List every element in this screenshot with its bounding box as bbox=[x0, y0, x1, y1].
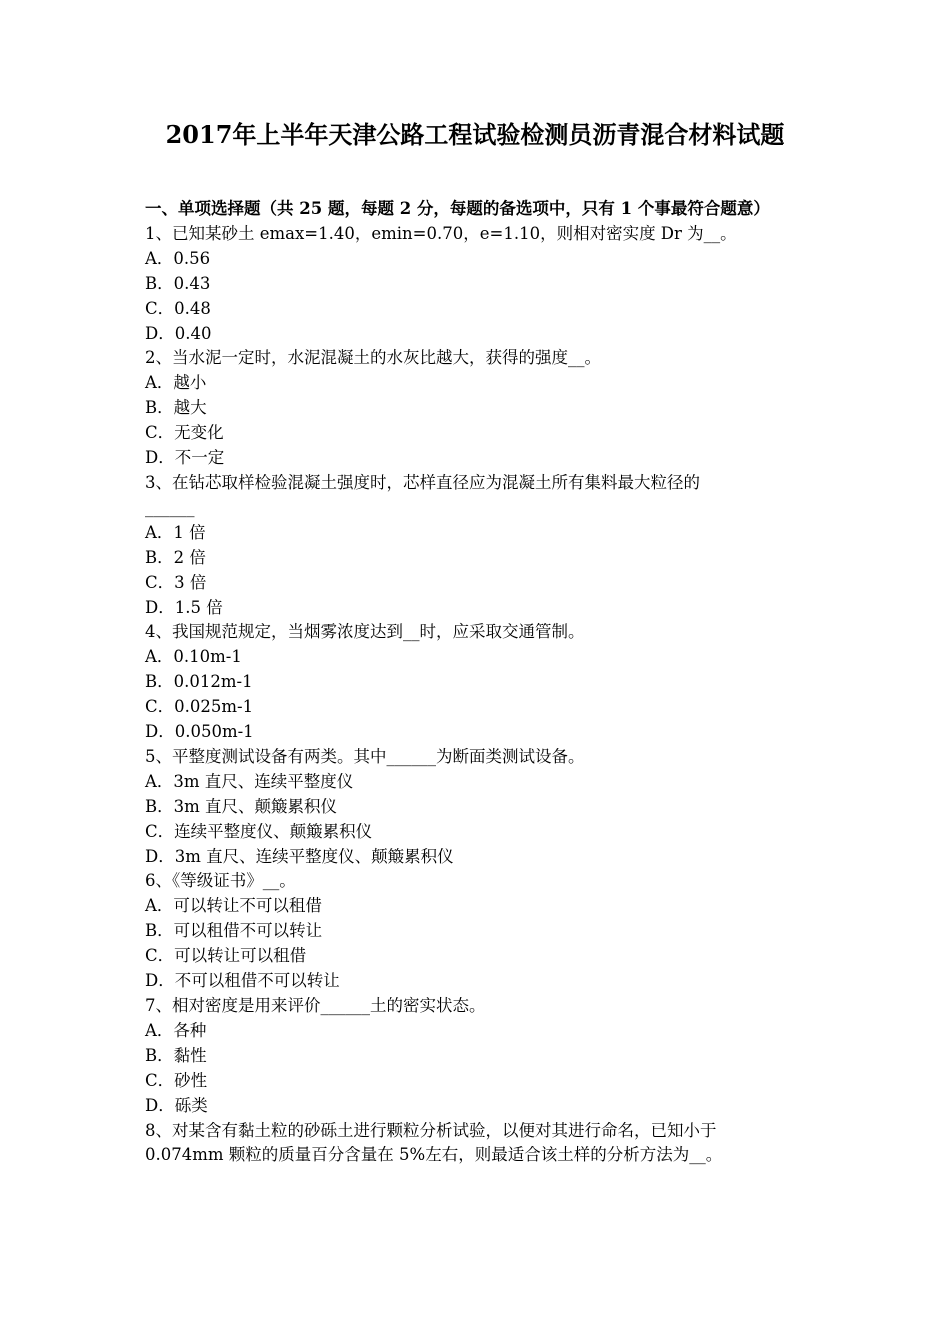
question-option: D．0.050m-1 bbox=[145, 722, 254, 742]
question-option: D．0.40 bbox=[145, 323, 212, 343]
question-stem: 3、在钻芯取样检验混凝土强度时，芯样直径应为混凝土所有集料最大粒径的 bbox=[145, 472, 700, 492]
question-option: A．1 倍 bbox=[145, 522, 206, 542]
question-option: D．不可以租借不可以转让 bbox=[145, 971, 340, 991]
question-option: B．0.43 bbox=[145, 273, 211, 293]
question-option: A．0.56 bbox=[145, 248, 211, 268]
question-option: B．黏性 bbox=[145, 1045, 207, 1065]
question-option: A．各种 bbox=[145, 1020, 207, 1040]
question-option: D．3m 直尺、连续平整度仪、颠簸累积仪 bbox=[145, 846, 454, 866]
question-stem: 8、对某含有黏土粒的砂砾土进行颗粒分析试验，以便对其进行命名，已知小于 bbox=[145, 1120, 717, 1140]
question-option: C．连续平整度仪、颠簸累积仪 bbox=[145, 821, 373, 841]
question-stem: 5、平整度测试设备有两类。其中______为断面类测试设备。 bbox=[145, 746, 585, 766]
question-option: B．2 倍 bbox=[145, 547, 206, 567]
document-body bbox=[145, 197, 810, 1168]
question-stem: 6、《等级证书》__。 bbox=[145, 871, 296, 891]
question-option: A．可以转让不可以租借 bbox=[145, 896, 322, 916]
question-option: A．3m 直尺、连续平整度仪 bbox=[145, 771, 354, 791]
question-option: C．砂性 bbox=[145, 1070, 208, 1090]
question-option: B．0.012m-1 bbox=[145, 672, 253, 692]
question-option: C．无变化 bbox=[145, 423, 224, 443]
question-stem: 1、已知某砂土 emax=1.40，emin=0.70，e=1.10，则相对密实度 Dr 为__。 bbox=[145, 223, 737, 243]
question-option: A．0.10m-1 bbox=[145, 647, 242, 667]
page-title: 2017年上半年天津公路工程试验检测员沥青混合材料试题 bbox=[165, 120, 785, 149]
question-stem: 7、相对密度是用来评价______土的密实状态。 bbox=[145, 996, 486, 1015]
question-option: C．可以转让可以租借 bbox=[145, 946, 307, 966]
question-option: C．0.025m-1 bbox=[145, 697, 254, 717]
question-option: A．越小 bbox=[145, 373, 207, 393]
question-stem-continuation: 0.074mm 颗粒的质量百分含量在 5%左右，则最适合该土样的分析方法为__。 bbox=[145, 1145, 723, 1165]
question-stem: 2、当水泥一定时，水泥混凝土的水灰比越大，获得的强度__。 bbox=[145, 348, 601, 368]
question-option: B．越大 bbox=[145, 398, 207, 418]
question-stem: 4、我国规范规定，当烟雾浓度达到__时，应采取交通管制。 bbox=[145, 622, 585, 642]
question-option: D．1.5 倍 bbox=[145, 597, 223, 617]
question-option: B．可以租借不可以转让 bbox=[145, 921, 323, 941]
question-option: D．砾类 bbox=[145, 1095, 208, 1115]
question-stem-continuation: ______ bbox=[145, 497, 195, 517]
question-option: D．不一定 bbox=[145, 448, 225, 468]
question-option: C．3 倍 bbox=[145, 572, 207, 592]
question-option: B．3m 直尺、颠簸累积仪 bbox=[145, 796, 338, 816]
question-option: C．0.48 bbox=[145, 298, 211, 318]
section-heading: 一、单项选择题（共 25 题，每题 2 分，每题的备选项中，只有 1 个事最符合题意） bbox=[145, 199, 770, 218]
